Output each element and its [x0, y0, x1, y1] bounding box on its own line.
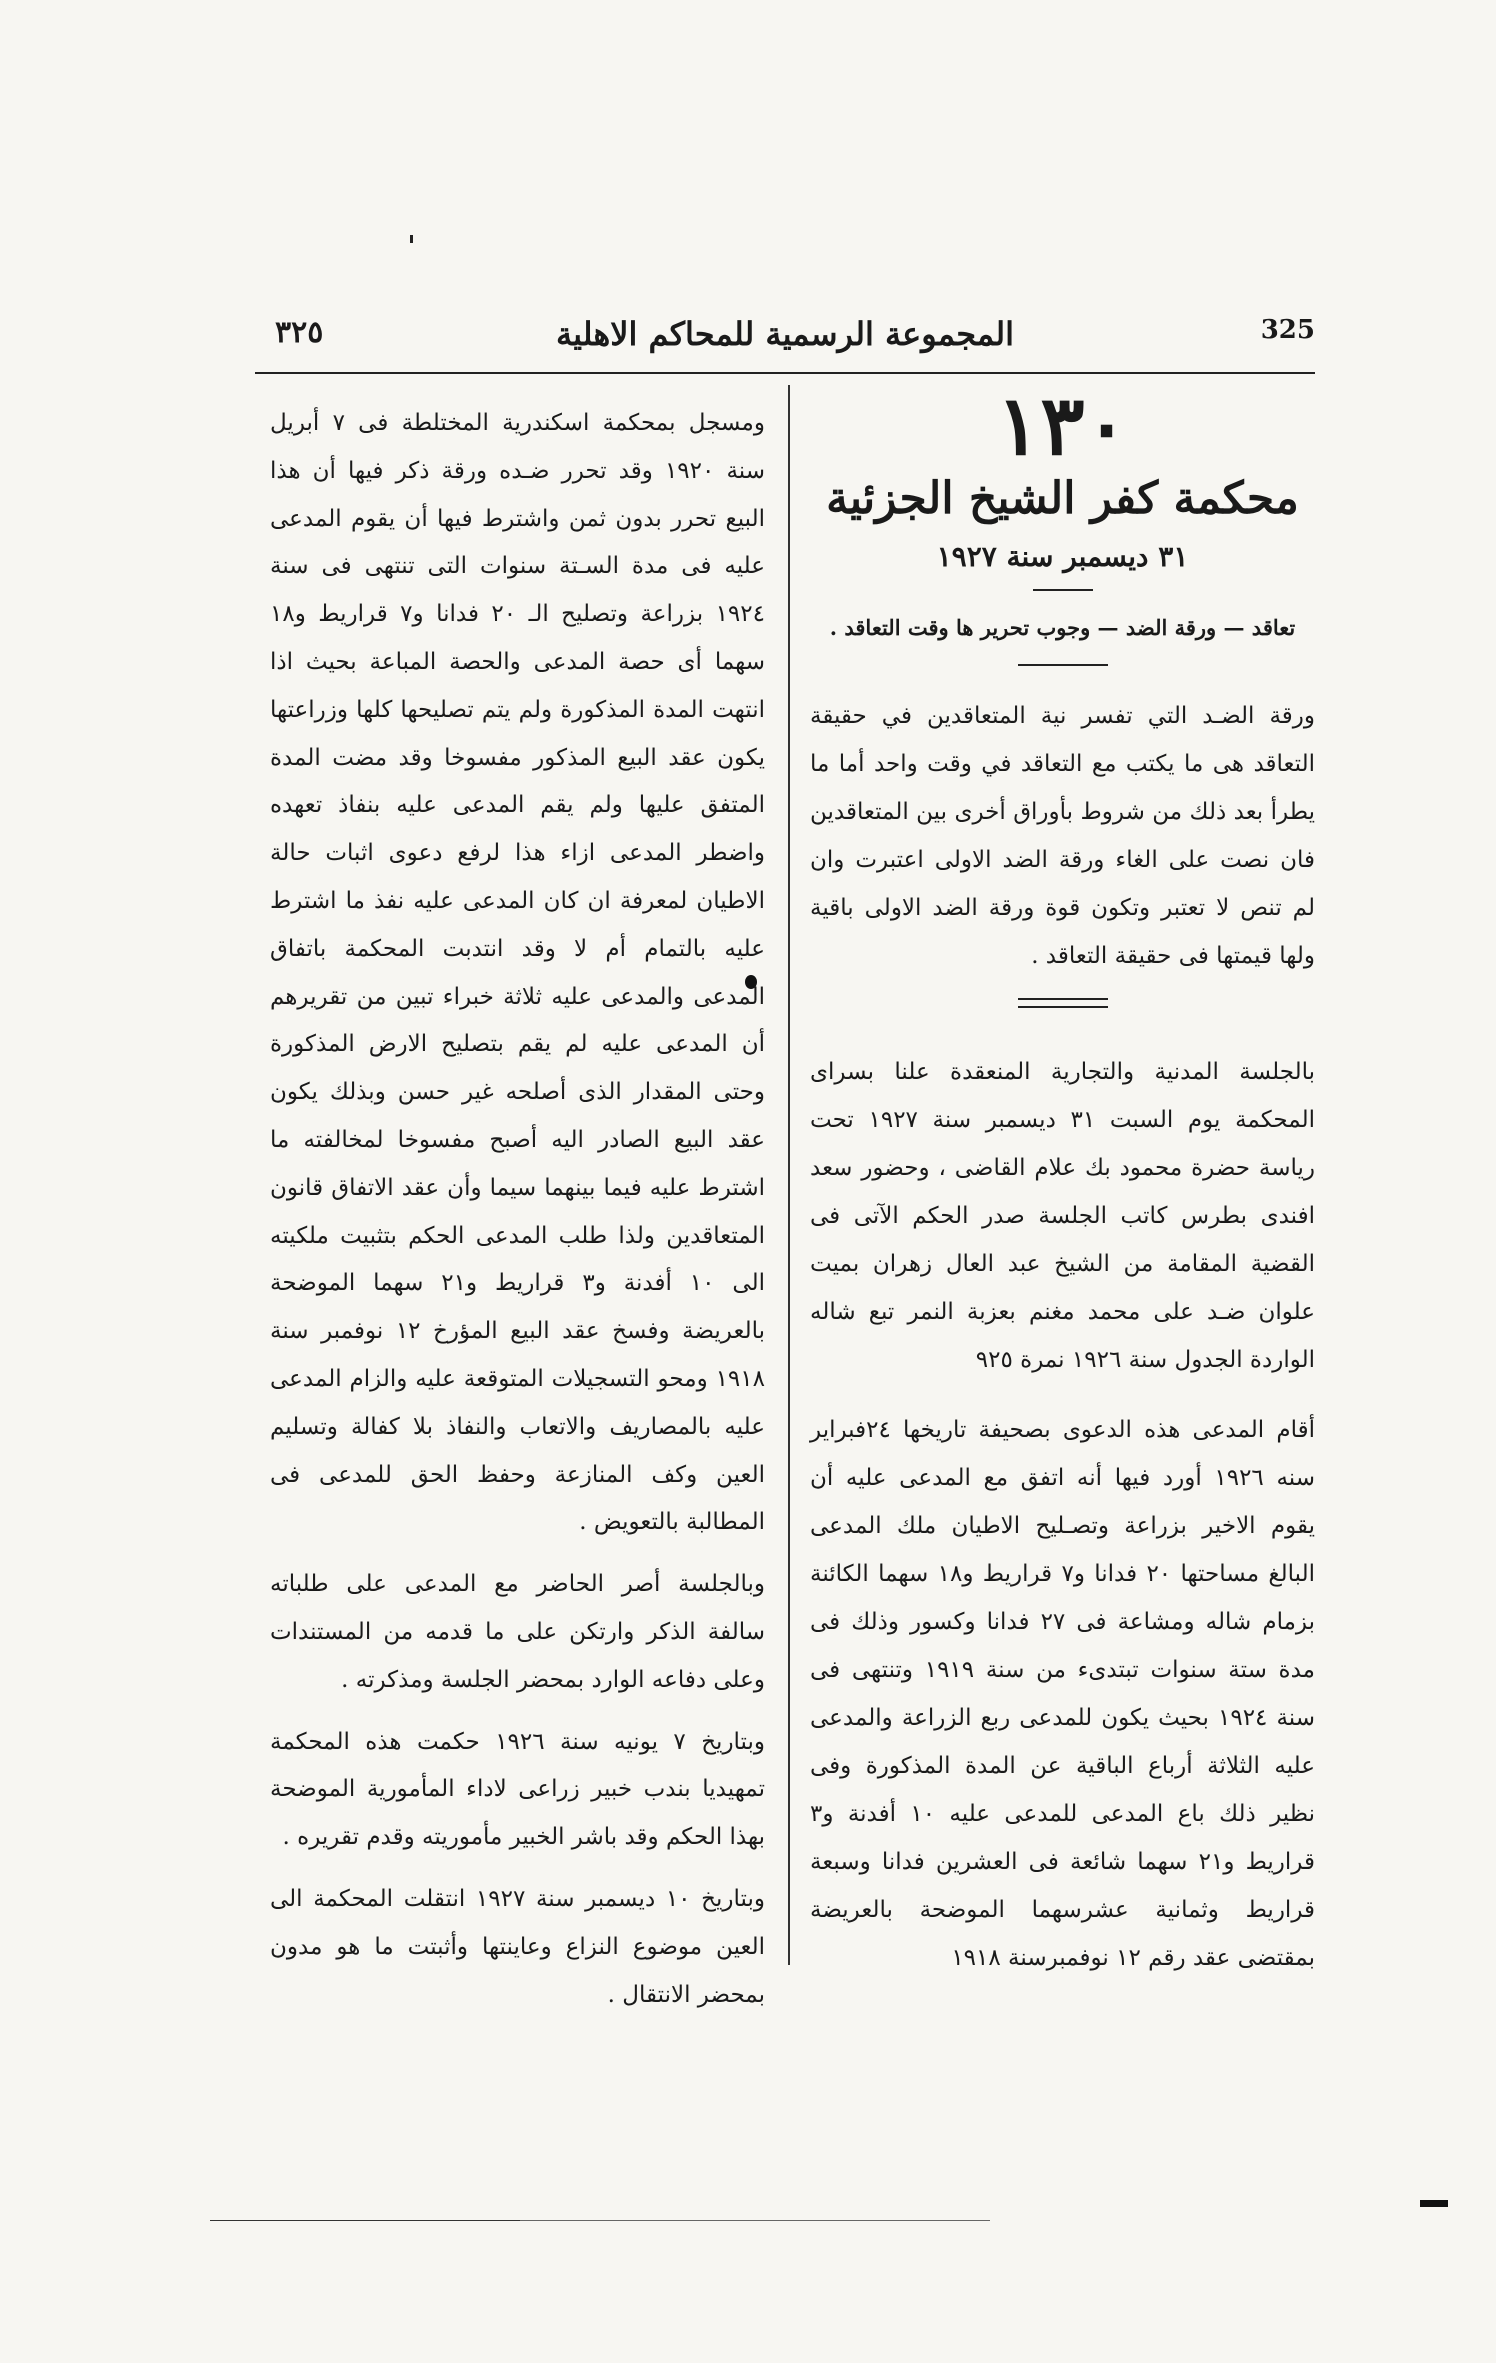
separator-rule: [1033, 589, 1093, 591]
court-name: محكمة كفر الشيخ الجزئية: [826, 473, 1299, 524]
paragraph: ومسجل بمحكمة اسكندرية المختلطة فى ٧ أبريل سنة ١٩٢٠ وقد تحرر ضـده ورقة ذكر فيها أن هذا البيع تحرر بدون ثمن واشترط فيها أن يقوم المدعى عليه فى مدة السـتة سنوات التى تنتهى فى سنة ١٩٢٤ بزراعة وتصليح الـ ٢٠ فدانا و٧ قراريط و١٨ سهما أى حصة المدعى والحصة المباعة بحيث اذا انتهت المدة المذكورة ولم يتم تصليحها كلها وزراعتها يكون عقد البيع المذكور مفسوخا وقد مضت المدة المتفق عليها ولم يقم المدعى عليه بنفاذ تعهده واضطر المدعى ازاء هذا لرفع دعوى اثبات حالة الاطيان لمعرفة ان كان المدعى عليه نفذ ما اشترط عليه بالتمام أم لا وقد انتدبت المحكمة باتفاق المدعى والمدعى عليه ثلاثة خبراء تبين من تقريرهم أن المدعى عليه لم يقم بتصليح الارض المذكورة وحتى المقدار الذى أصلحه غير حسن وبذلك يكون عقد البيع الصادر اليه أصبح مفسوخا لمخالفته ما اشترط عليه فيما بينهما سيما وأن عقد الاتفاق قانون المتعاقدين ولذا طلب المدعى الحكم بتثبيت ملكيته الى ١٠ أفدنة و٣ قراريط و٢١ سهما الموضحة بالعريضة وفسخ عقد البيع المؤرخ ١٢ نوفمبر سنة ١٩١٨ ومحو التسجيلات المتوقعة عليه والزام المدعى عليه بالمصاريف والاتعاب والنفاذ بلا كفالة وتسليم العين وكف المنازعة وحفظ الحق للمدعى فى المطالبة بالتعويض .: [270, 410, 765, 1536]
legal-principle: ورقة الضـد التي تفسر نية المتعاقدين في حقيقة التعاقد هى ما يكتب مع التعاقد في وقت واحد أما ما يطرأ بعد ذلك من شروط بأوراق أخرى بين المتعاقدين فان نصت على الغاء ورقة الضد الاولى اعتبرت وان لم تنص لا تعتبر وتكون قوة ورقة الضد الاولى باقية ولها قيمتها فى حقيقة التعاقد .: [810, 702, 1315, 969]
page-number-arabic: ٣٢٥: [275, 315, 324, 350]
paragraph: وبالجلسة أصر الحاضر مع المدعى على طلباته سالفة الذكر وارتكن على ما قدمه من المستندات وعلى دفاعه الوارد بمحضر الجلسة ومذكرته .: [270, 1571, 765, 1693]
column-divider: [788, 385, 790, 1965]
case-keywords: تعاقد — ورقة الضد — وجوب تحرير ها وقت التعاقد .: [829, 614, 1296, 640]
page-number-latin: 325: [1260, 315, 1315, 345]
right-column: [810, 378, 1315, 2004]
footer-rule: [520, 2220, 990, 2221]
case-date: ٣١ ديسمبر سنة ١٩٢٧: [936, 539, 1189, 573]
scan-edge-mark: [1420, 2200, 1448, 2207]
double-rule: [1018, 998, 1108, 1008]
separator-rule: [1018, 664, 1108, 666]
paragraph: بالجلسة المدنية والتجارية المنعقدة علنا بسراى المحكمة يوم السبت ٣١ ديسمبر سنة ١٩٢٧ تحت رياسة حضرة محمود بك علام القاضى ، وحضور سعد افندى بطرس كاتب الجلسة صدر الحكم الآتى فى القضية المقامة من الشيخ عبد العال زهران بميت علوان ضـد على محمد مغنم بعزبة النمر تبع شاله الواردة الجدول سنة ١٩٢٦ نمرة ٩٢٥: [810, 1058, 1315, 1373]
scan-speck: [410, 235, 413, 243]
paragraph: وبتاريخ ١٠ ديسمبر سنة ١٩٢٧ انتقلت المحكمة الى العين موضوع النزاع وعاينتها وأثبتت ما هو مدون بمحضر الانتقال .: [270, 1885, 765, 2008]
left-column: [270, 400, 765, 2033]
case-number: ١٣٠: [996, 378, 1129, 474]
paragraph: وبتاريخ ٧ يونيه سنة ١٩٢٦ حكمت هذه المحكمة تمهيديا بندب خبير زراعى لاداء المأمورية الموضحة بهذا الحكم وقد باشر الخبير مأموريته وقدم تقريره .: [270, 1728, 766, 1851]
running-title: المجموعة الرسمية للمحاكم الاهلية: [555, 315, 1015, 353]
page-header: [255, 315, 1315, 365]
header-rule: [255, 372, 1315, 374]
paragraph: أقام المدعى هذه الدعوى بصحيفة تاريخها ٢٤فبراير سنه ١٩٢٦ أورد فيها أنه اتفق مع المدعى عليه أن يقوم الاخير بزراعة وتصـليح الاطيان ملك المدعى البالغ مساحتها ٢٠ فدانا و٧ قراريط و١٨ سهما الكائنة بزمام شاله ومشاعة فى ٢٧ فدانا وكسور وذلك فى مدة ستة سنوات تبتدىء من سنة ١٩١٩ وتنتهى فى سنة ١٩٢٤ بحيث يكون للمدعى ربع الزراعة والمدعى عليه الثلاثة أرباع الباقية عن المدة المذكورة وفى نظير ذلك باع المدعى للمدعى عليه ١٠ أفدنة و٣ قراريط و٢١ سهما شائعة فى العشرين فدانا وسبعة قراريط وثمانية عشرسهما الموضحة بالعريضة بمقتضى عقد رقم ١٢ نوفمبرسنة ١٩١٨: [810, 1416, 1315, 1971]
